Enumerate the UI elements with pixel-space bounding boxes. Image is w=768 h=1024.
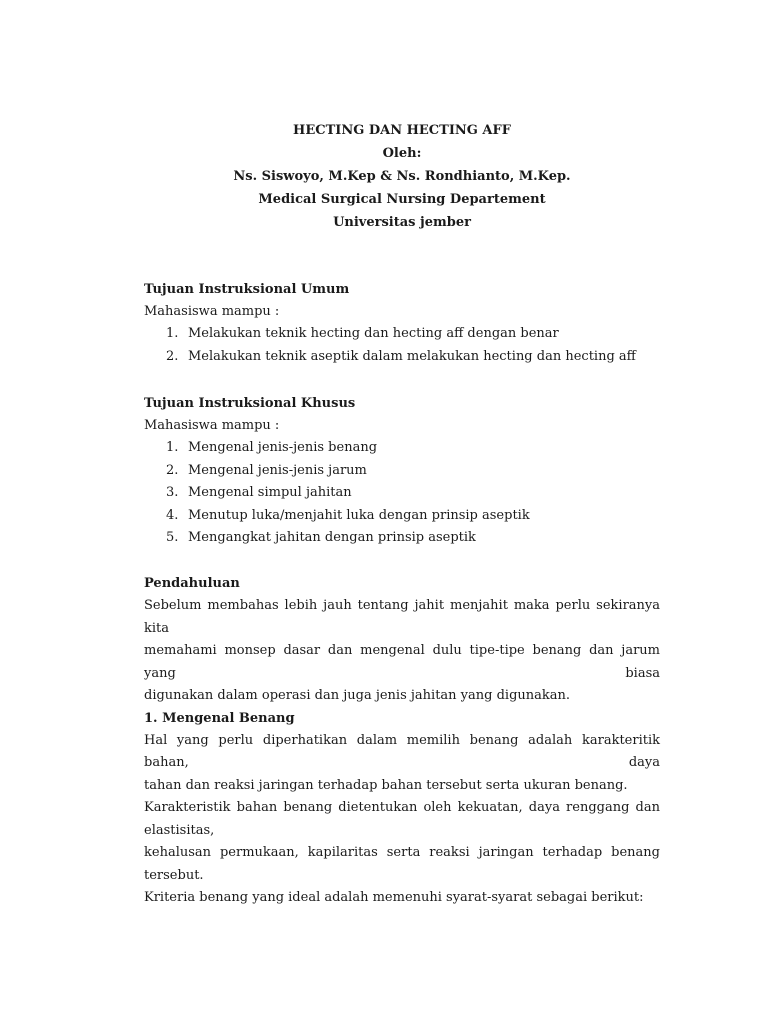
list-item — [144, 437, 660, 460]
section-title-benang: 1. Mengenal Benang — [144, 710, 295, 726]
list-item-text: Mengenal jenis-jenis jarum — [188, 462, 367, 478]
department: Medical Surgical Nursing Departement — [258, 192, 546, 207]
document-header — [0, 121, 768, 236]
section-intro-tiu: Mahasiswa mampu : — [144, 304, 280, 319]
authors: Ns. Siswoyo, M.Kep & Ns. Rondhianto, M.Kep. — [233, 169, 571, 184]
section-pendahuluan — [144, 573, 660, 910]
list-item-text: Menutup luka/menjahit luka dengan prinsip aseptik — [188, 507, 530, 523]
objective-list-tiu — [144, 323, 660, 368]
paragraph-line: Sebelum membahas lebih jauh tentang jahit menjahit maka perlu sekiranya kita — [144, 598, 660, 636]
list-number: 4. — [166, 507, 179, 523]
list-item — [144, 346, 660, 369]
university: Universitas jember — [333, 215, 471, 230]
paragraph-line: digunakan dalam operasi dan juga jenis jahitan yang digunakan. — [144, 688, 571, 703]
list-item — [144, 505, 660, 528]
list-item-text: Melakukan teknik hecting dan hecting aff dengan benar — [188, 326, 559, 341]
list-item — [144, 323, 660, 346]
section-tiu — [144, 279, 660, 368]
list-item — [144, 527, 660, 550]
list-item-text: Mengenal jenis-jenis benang — [188, 440, 378, 455]
list-item — [144, 460, 660, 483]
section-title-pendahuluan: Pendahuluan — [144, 576, 240, 591]
list-number: 1. — [166, 326, 179, 341]
document-title: HECTING DAN HECTING AFF — [293, 123, 511, 138]
section-intro-tik: Mahasiswa mampu : — [144, 418, 280, 433]
list-item — [144, 482, 660, 505]
objective-list-tik — [144, 437, 660, 550]
section-title-tik: Tujuan Instruksional Khusus — [144, 396, 356, 411]
list-item-text: Mengangkat jahitan dengan prinsip aseptik — [188, 530, 476, 545]
byline-label: Oleh: — [382, 146, 422, 161]
list-number: 1. — [166, 440, 179, 455]
paragraph-line: Hal yang perlu diperhatikan dalam memilih benang adalah karakteritik bahan, daya — [144, 732, 660, 770]
paragraph-line: Karakteristik bahan benang dietentukan oleh kekuatan, daya renggang dan elastisitas, — [144, 800, 660, 838]
list-number: 2. — [166, 462, 179, 478]
paragraph-line: Kriteria benang yang ideal adalah memenuhi syarat-syarat sebagai berikut: — [144, 890, 644, 905]
list-number: 5. — [166, 530, 179, 545]
paragraph-line: kehalusan permukaan, kapilaritas serta reaksi jaringan terhadap benang tersebut. — [144, 845, 660, 883]
paragraph-line: memahami monsep dasar dan mengenal dulu tipe-tipe benang dan jarum yang biasa — [144, 643, 660, 681]
list-item-text: Mengenal simpul jahitan — [188, 485, 352, 500]
list-number: 3. — [166, 485, 179, 500]
section-tik — [144, 393, 660, 550]
list-item-text: Melakukan teknik aseptik dalam melakukan hecting dan hecting aff — [188, 348, 636, 364]
list-number: 2. — [166, 348, 179, 364]
paragraph-line: tahan dan reaksi jaringan terhadap bahan tersebut serta ukuran benang. — [144, 777, 628, 793]
section-title-tiu: Tujuan Instruksional Umum — [144, 282, 350, 297]
